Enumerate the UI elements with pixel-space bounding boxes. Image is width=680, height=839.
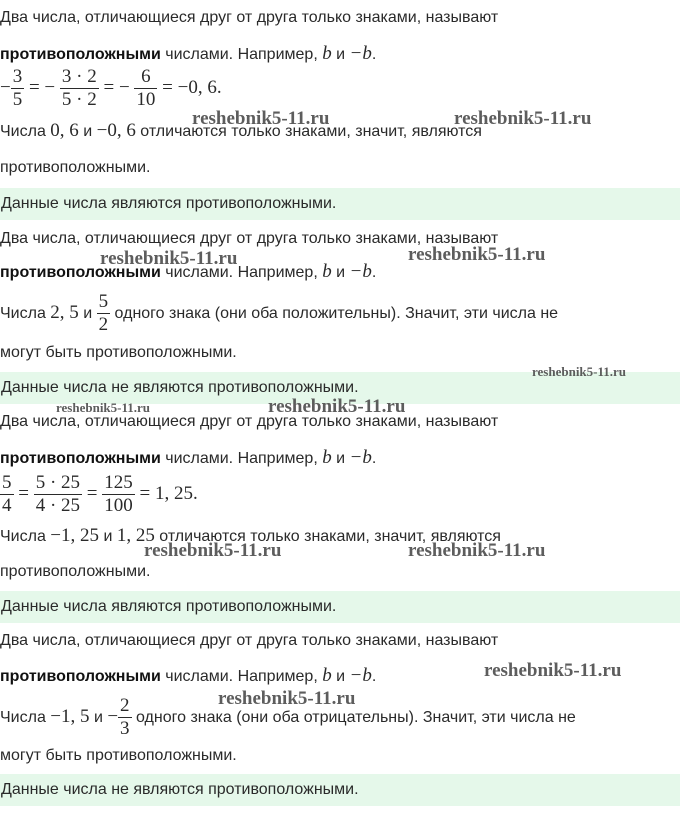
intro-text [0,8,498,28]
period: . [371,668,377,685]
var-neg-b: −b [349,665,372,686]
var-b: b [322,43,332,64]
conj: и [331,668,350,685]
answer-box: Данные числа не являются противоположными. [0,774,680,806]
answer-box: Данные числа не являются противоположными. [0,372,680,404]
fraction [118,695,132,740]
number: 2, 5 [50,302,79,323]
fraction [0,472,14,517]
equation-3 [0,472,198,517]
number: −1, 5 [50,706,90,727]
text: Числа [0,709,51,726]
watermark: reshebnik5-11.ru [268,396,406,417]
definition-text: числами. Например, [160,450,323,467]
bold-term: противоположными [0,668,161,685]
number: 1, 25 [116,525,155,546]
period: . [371,46,377,63]
eq-result: = 1, 25. [139,482,198,504]
eq-sign: = [86,482,98,504]
denominator: 5 [12,89,23,110]
text: одного знака (они оба отрицательны). Значит, эти числа не [131,709,576,726]
text: отличаются только знаками, значит, являются [135,123,482,140]
denominator: 100 [104,495,133,516]
text: одного знака (они оба положительны). Значит, эти числа не [110,305,559,322]
explanation-line: противоположными. [0,159,151,176]
minus-sign: − [107,706,119,727]
fraction [34,472,82,517]
explanation-line: могут быть противоположными. [0,747,237,764]
conj: и [331,46,350,63]
equation-1 [0,66,222,111]
intro-line: Два числа, отличающиеся друг от друга только знаками, называют [0,230,499,247]
denominator: 5 · 2 [61,89,97,110]
denominator: 2 [98,314,109,336]
intro-line: Два числа, отличающиеся друг от друга только знаками, называют [0,413,499,430]
denominator: 4 [2,495,12,516]
numerator: 5 [2,472,12,493]
watermark: reshebnik5-11.ru [100,248,238,269]
numerator: 5 [98,291,109,313]
numerator: 2 [120,695,130,717]
text: Числа [0,123,51,140]
denominator: 10 [136,89,156,110]
watermark: reshebnik5-11.ru [454,108,592,129]
var-b: b [322,447,332,468]
numerator: 3 · 2 [61,66,97,87]
eq-sign: = [18,482,29,504]
definition-text: числами. Например, [160,46,323,63]
text: отличаются только знаками, значит, являются [154,528,501,545]
numerator: 3 [12,66,23,87]
conj: и [78,305,97,322]
bold-term: противоположными [0,264,161,281]
numerator: 6 [141,66,151,87]
number: −0, 6 [96,120,136,141]
answer-box: Данные числа являются противоположными. [0,591,680,623]
eq-sign: − [0,76,11,98]
definition-line [0,666,376,687]
eq-sign: = − [28,76,56,98]
definition-line [0,44,376,65]
definition-line [0,448,376,469]
denominator: 4 · 25 [35,495,81,516]
watermark: reshebnik5-11.ru [408,540,546,561]
period: . [371,450,377,467]
fraction [134,66,157,111]
fraction [97,291,111,336]
watermark: reshebnik5-11.ru [218,688,356,709]
number: 0, 6 [50,120,79,141]
explanation-line [0,290,558,337]
conj: и [331,264,350,281]
intro-line: Два числа, отличающиеся друг от друга только знаками, называют [0,9,499,26]
watermark: reshebnik5-11.ru [532,364,627,379]
text: Числа [0,305,51,322]
definition-text: числами. Например, [160,264,323,281]
number: −1, 25 [50,525,99,546]
eq-sign: = − [103,76,130,98]
conj: и [89,709,108,726]
watermark: reshebnik5-11.ru [408,244,546,265]
intro-line: Два числа, отличающиеся друг от друга только знаками, называют [0,632,499,649]
var-b: b [322,665,332,686]
var-neg-b: −b [349,43,372,64]
watermark: reshebnik5-11.ru [192,108,330,129]
eq-result: = −0, 6. [162,76,222,98]
fraction [11,66,25,111]
numerator: 125 [104,472,133,493]
watermark: reshebnik5-11.ru [144,540,282,561]
var-neg-b: −b [349,447,372,468]
text: Числа [0,528,51,545]
bold-term: противоположными [0,450,161,467]
numerator: 5 · 25 [35,472,81,493]
explanation-line: могут быть противоположными. [0,344,237,361]
conj: и [331,450,350,467]
var-b: b [322,261,332,282]
watermark: reshebnik5-11.ru [56,400,151,415]
watermark: reshebnik5-11.ru [484,660,622,681]
var-neg-b: −b [349,261,372,282]
explanation-line: противоположными. [0,563,151,580]
definition-text: числами. Например, [160,668,323,685]
fraction [102,472,135,517]
answer-box: Данные числа являются противоположными. [0,188,680,220]
fraction [60,66,99,111]
conj: и [99,528,117,545]
period: . [371,264,377,281]
conj: и [78,123,97,140]
denominator: 3 [120,718,130,740]
bold-term: противоположными [0,46,161,63]
